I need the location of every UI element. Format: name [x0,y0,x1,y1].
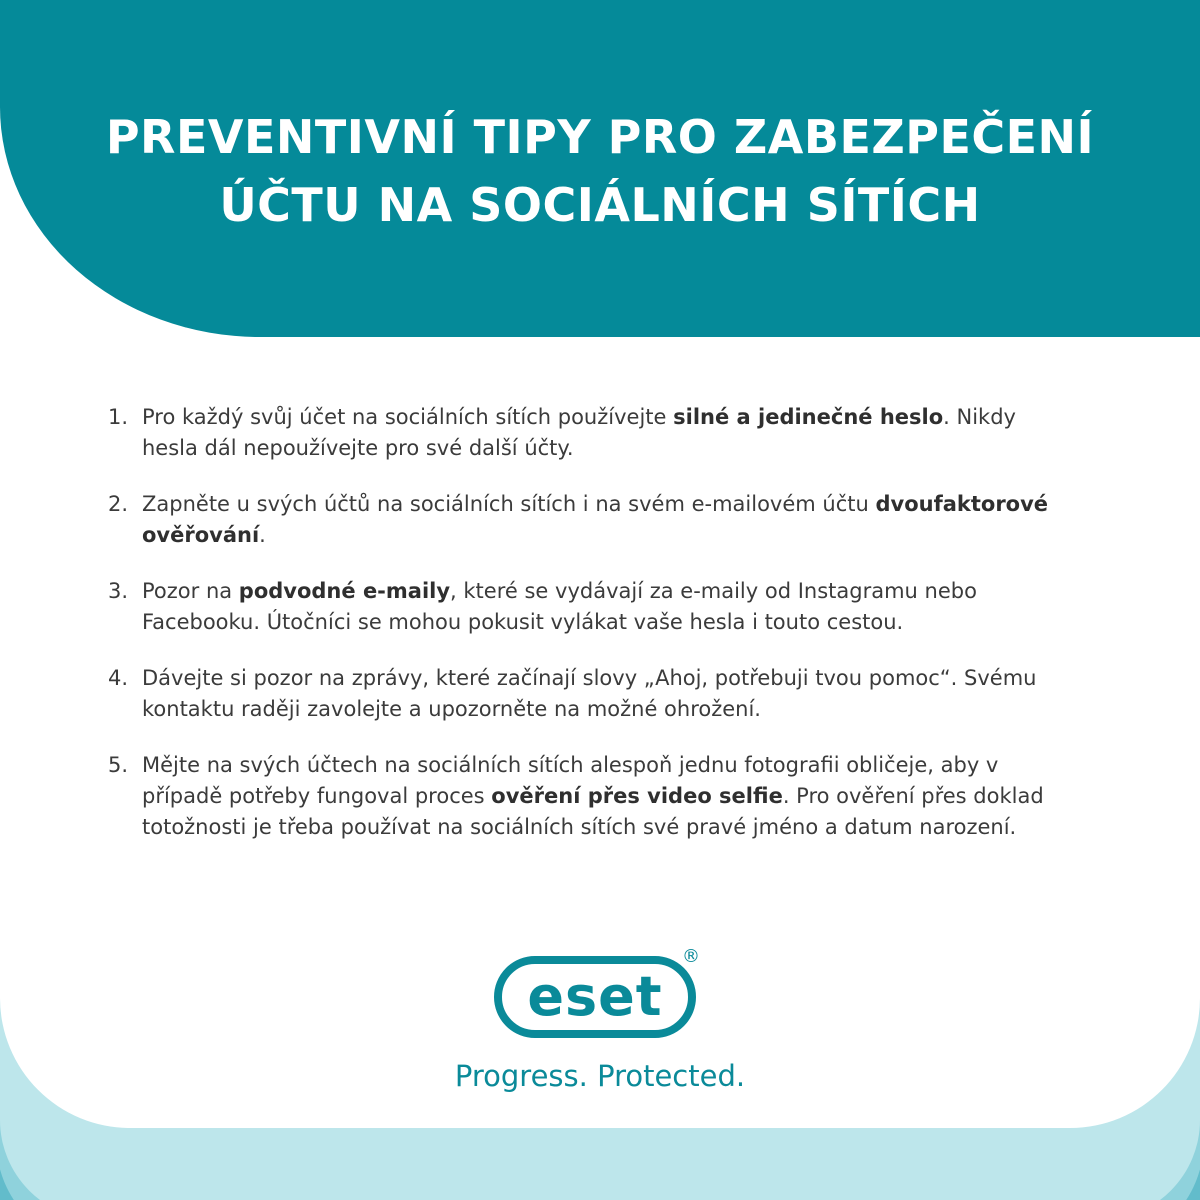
tip-text-part: . [259,523,266,547]
tip-item [108,663,1068,725]
tip-text-part: . Nikdy hesla dál nepoužívejte pro své další účty. [142,405,1016,460]
tip-text [142,666,1036,721]
tip-highlight: podvodné e-maily [238,579,451,603]
tip-item [108,750,1068,843]
eset-logo [494,944,706,1044]
tip-text-part: Dávejte si pozor na zprávy, které začínají slovy „Ahoj, potřebuji tvou pomoc“. Svému kontaktu raději zavolejte a upozorněte na možné ohrožení. [142,666,1037,721]
tip-highlight: dvoufaktorové ověřování [142,492,1049,547]
tagline: Progress. Protected. [454,1059,746,1093]
tip-text-part: Mějte na svých účtech na sociálních sítích alespoň jednu fotografii obličeje, aby v případě potřeby fungoval proces [142,753,999,808]
tip-text-part: . Pro ověření přes doklad totožnosti je třeba používat na sociálních sítích své pravé jméno a datum narození. [142,784,1044,839]
registered-mark: ® [682,946,700,967]
tip-text-part: , které se vydávají za e-maily od Instagramu nebo Facebooku. Útočníci se mohou pokusit vylákat vaše hesla i touto cestou. [142,579,977,634]
tip-number: 5. [108,753,129,777]
tip-text [142,492,1048,547]
tip-number: 2. [108,492,129,516]
tip-highlight: silné a jedinečné heslo [673,405,944,429]
tip-text-part: Pozor na [142,579,239,603]
tip-item [108,576,1068,638]
tip-number: 1. [108,405,129,429]
tip-number: 4. [108,666,129,690]
tips-list [108,402,1068,868]
tip-text-part: Zapněte u svých účtů na sociálních sítích i na svém e-mailovém účtu [142,492,876,516]
tip-number: 3. [108,579,129,603]
title-line-2: ÚČTU NA SOCIÁLNÍCH SÍTÍCH [219,178,981,232]
logo-wordmark: eset [527,965,663,1028]
tip-text [142,753,1044,839]
tip-item [108,489,1068,551]
tip-text [142,405,1016,460]
tip-item [108,402,1068,464]
header-banner [0,0,1200,337]
tip-text-part: Pro každý svůj účet na sociálních sítích používejte [142,405,674,429]
title-line-1: PREVENTIVNÍ TIPY PRO ZABEZPEČENÍ [105,110,1095,164]
tip-highlight: ověření přes video selfie [491,784,783,808]
page-title [0,103,1200,239]
tip-text [142,579,977,634]
